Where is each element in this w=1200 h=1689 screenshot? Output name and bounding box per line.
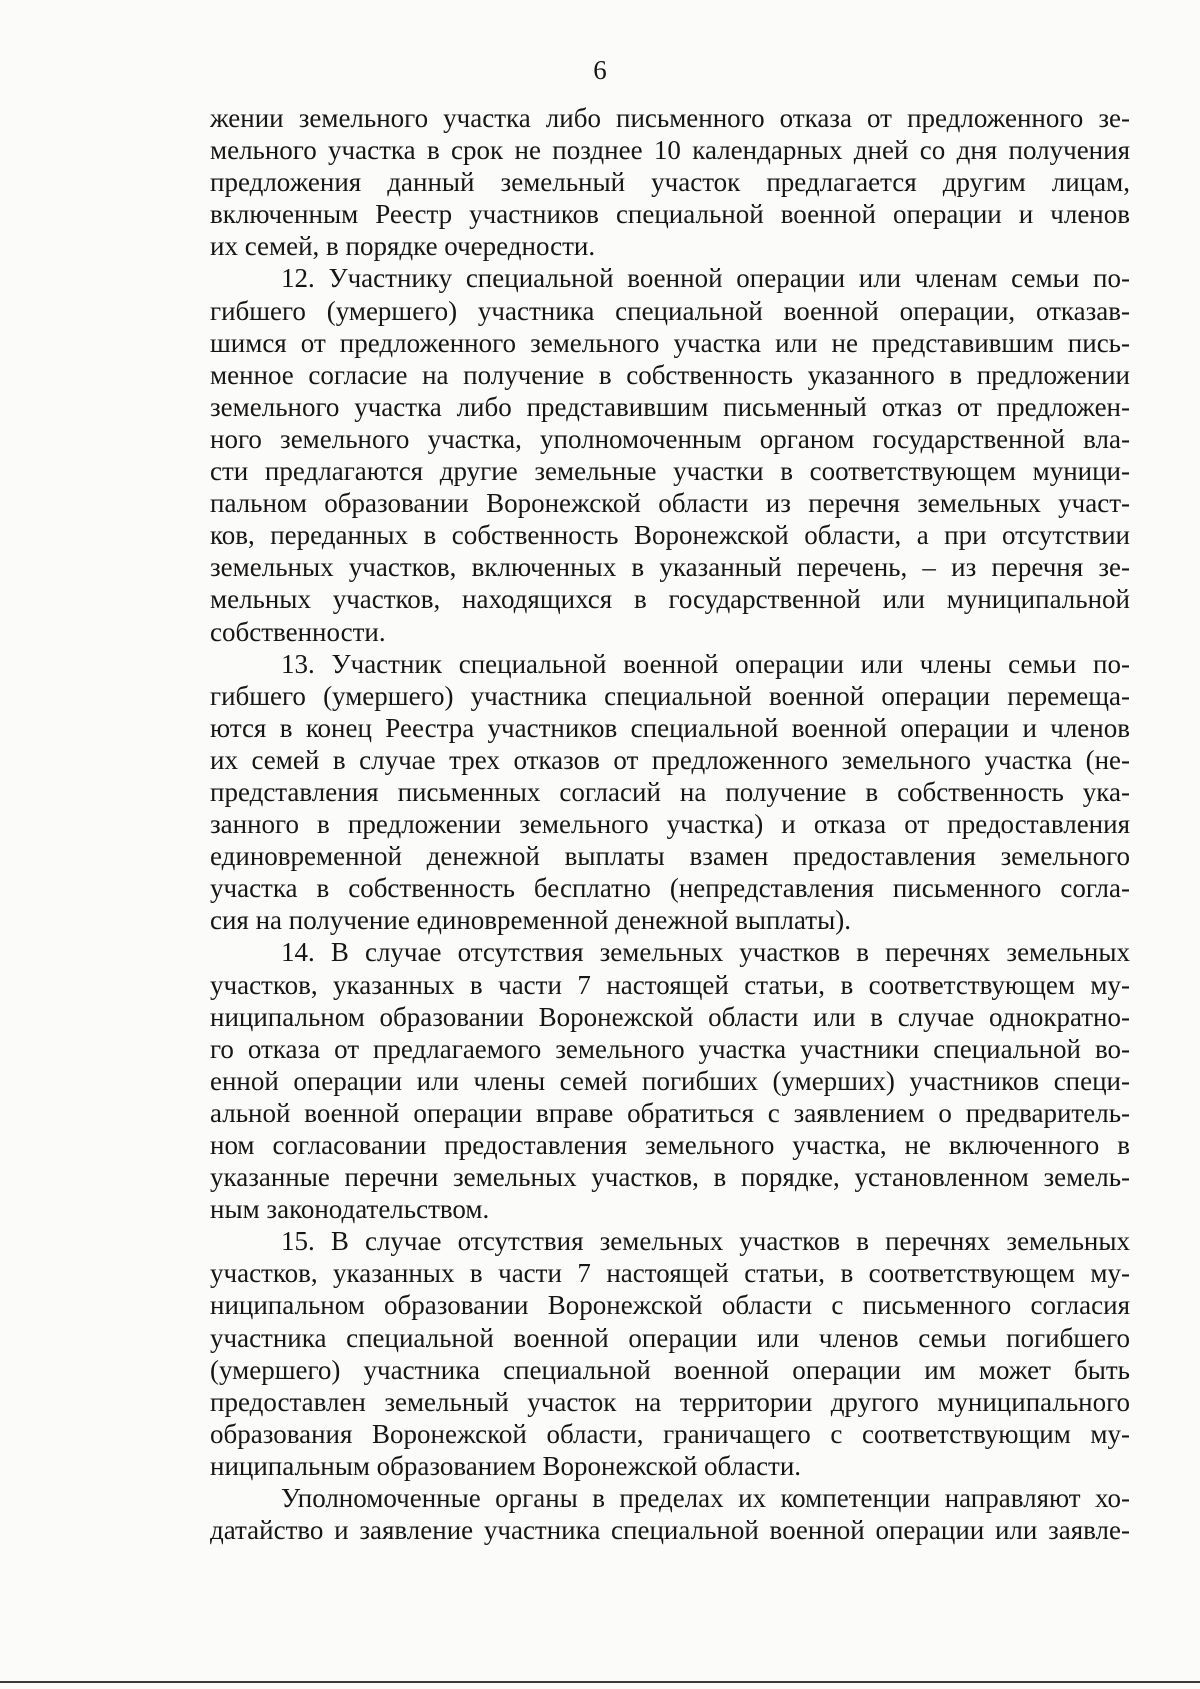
text-line: ном согласовании предоставления земельного участка, не включенного в bbox=[210, 1130, 1130, 1160]
text-line: пальном образовании Воронежской области из перечня земельных участ- bbox=[210, 488, 1130, 519]
text-line: 13. Участник специальной военной операции или члены семьи по- bbox=[281, 648, 1130, 679]
text-line: участника специальной военной операции или членов семьи погибшего bbox=[210, 1322, 1130, 1353]
text-line: земельных участков, включенных в указанный перечень, – из перечня зе- bbox=[210, 552, 1130, 583]
text-line: 15. В случае отсутствия земельных участков в перечнях земельных bbox=[281, 1226, 1130, 1257]
text-line: ного земельного участка, уполномоченным органом государственной вла- bbox=[210, 423, 1130, 454]
text-line: ным законодательством. bbox=[210, 1194, 490, 1225]
text-line: 12. Участнику специальной военной операции или членам семьи по- bbox=[281, 263, 1130, 294]
text-line: их семей, в порядке очередности. bbox=[210, 231, 596, 262]
text-line: образования Воронежской области, граничащего с соответствующим му- bbox=[210, 1418, 1130, 1449]
text-line: енной операции или члены семей погибших (умерших) участников специ- bbox=[210, 1065, 1130, 1096]
text-line: единовременной денежной выплаты взамен предоставления земельного bbox=[210, 841, 1130, 872]
paragraph bbox=[210, 648, 1130, 937]
text-line: мельных участков, находящихся в государственной или муниципальной bbox=[210, 584, 1130, 615]
text-line: 14. В случае отсутствия земельных участков в перечнях земельных bbox=[281, 937, 1130, 968]
text-line: сти предлагаются другие земельные участки в соответствующем муници- bbox=[210, 456, 1130, 487]
text-line: гибшего (умершего) участника специальной военной операции перемеща- bbox=[210, 680, 1130, 711]
text-line: гибшего (умершего) участника специальной военной операции, отказав- bbox=[210, 295, 1130, 326]
paragraph bbox=[210, 1225, 1130, 1482]
paragraph bbox=[210, 1482, 1130, 1546]
text-line: участков, указанных в части 7 настоящей статьи, в соответствующем му- bbox=[210, 1258, 1130, 1289]
text-line: го отказа от предлагаемого земельного участка участники специальной во- bbox=[210, 1033, 1130, 1064]
text-line: датайство и заявление участника специальной военной операции или заявле- bbox=[210, 1515, 1130, 1546]
text-line: занного в предложении земельного участка) и отказа от предоставления bbox=[210, 809, 1130, 840]
text-line: предоставлен земельный участок на территории другого муниципального bbox=[210, 1386, 1130, 1417]
page-number: 6 bbox=[593, 55, 607, 85]
text-line: ниципальном образовании Воронежской области или в случае однократно- bbox=[210, 1001, 1130, 1032]
text-line: мельного участка в срок не позднее 10 календарных дней со дня получения bbox=[210, 135, 1130, 166]
page-bottom-rule bbox=[0, 1681, 1200, 1683]
text-line: участков, указанных в части 7 настоящей статьи, в соответствующем му- bbox=[210, 969, 1130, 1000]
text-line: Уполномоченные органы в пределах их компетенции направляют хо- bbox=[281, 1483, 1130, 1514]
text-line: (умершего) участника специальной военной операции им может быть bbox=[210, 1354, 1130, 1385]
text-line: ниципальным образованием Воронежской области. bbox=[210, 1450, 802, 1481]
text-line: участка в собственность бесплатно (непредставления письменного согла- bbox=[210, 873, 1130, 904]
text-line: собственности. bbox=[210, 616, 386, 647]
paragraph bbox=[210, 262, 1130, 647]
text-line: представления письменных согласий на получение в собственность ука- bbox=[210, 776, 1130, 807]
paragraph bbox=[210, 102, 1130, 262]
document-body bbox=[210, 102, 1130, 1546]
text-line: ниципальном образовании Воронежской области с письменного согласия bbox=[210, 1290, 1130, 1321]
text-line: альной военной операции вправе обратиться с заявлением о предваритель- bbox=[210, 1097, 1130, 1128]
text-line: жении земельного участка либо письменного отказа от предложенного зе- bbox=[210, 103, 1130, 133]
text-line: ются в конец Реестра участников специальной военной операции и членов bbox=[210, 712, 1130, 743]
text-line: сия на получение единовременной денежной выплаты). bbox=[210, 905, 851, 936]
text-line: включенным Реестр участников специальной военной операции и членов bbox=[210, 199, 1130, 230]
text-line: ков, переданных в собственность Воронежской области, а при отсутствии bbox=[210, 520, 1130, 551]
text-line: менное согласие на получение в собственность указанного в предложении bbox=[210, 359, 1130, 390]
text-line: их семей в случае трех отказов от предложенного земельного участка (не- bbox=[210, 744, 1130, 775]
text-line: указанные перечни земельных участков, в порядке, установленном земель- bbox=[210, 1162, 1130, 1193]
paragraph bbox=[210, 936, 1130, 1225]
text-line: предложения данный земельный участок предлагается другим лицам, bbox=[210, 167, 1130, 198]
text-line: земельного участка либо представившим письменный отказ от предложен- bbox=[210, 391, 1130, 422]
text-line: шимся от предложенного земельного участка или не представившим пись- bbox=[210, 327, 1130, 358]
